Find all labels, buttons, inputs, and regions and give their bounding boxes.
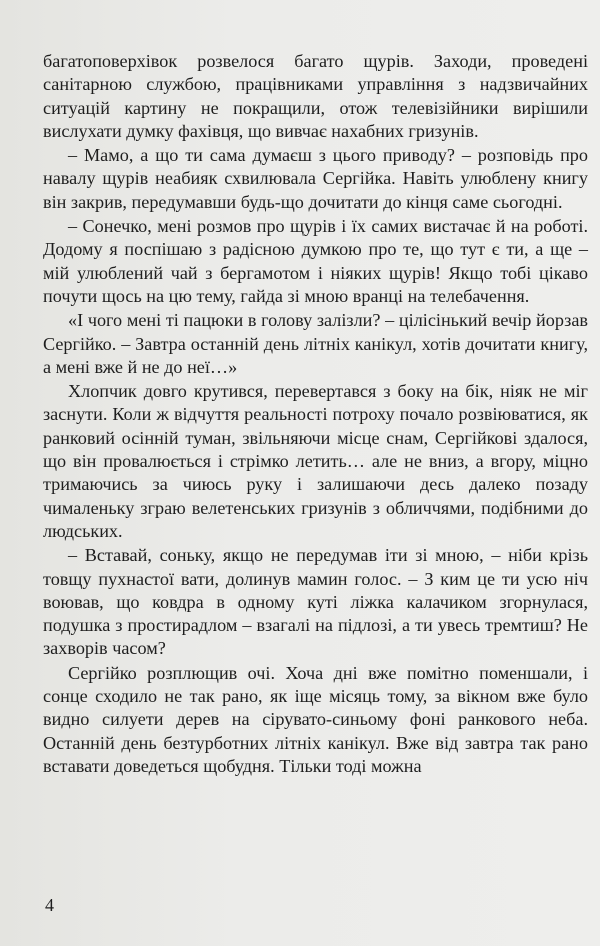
page-number: 4 <box>45 895 54 915</box>
paragraph: Хлопчик довго крутився, перевертався з боку на бік, ніяк не міг заснути. Коли ж відчуття реальності потроху почало розвіюватися, як ранковий осінній туман, звільняючи місце снам, Сергійкові здалося, що він провалюється і стрімко летить… але не вниз, а вгору, міцно тримаючись за чиюсь руку і залишаючи десь далеко позаду чималеньку зграю велетенських гризунів з обличчями, подібними до людських. <box>43 381 588 541</box>
paragraph: Сергійко розплющив очі. Хоча дні вже помітно поменшали, і сонце сходило не так рано, як іще місяць тому, за вікном вже було видно силуети дерев на сірувато-синьому фоні ранкового неба. Останній день безтурботних літніх канікул. Вже від завтра так рано вставати доведеться щобудня. Тільки тоді можна <box>43 662 588 776</box>
paragraph: – Вставай, соньку, якщо не передумав іти зі мною, – ніби крізь товщу пухнастої вати, долинув мамин голос. – З ким це ти усю ніч воював, що ковдра в одному куті ліжка калачиком згорнулася, подушка з простирадлом – взагалі на підлозі, а ти увесь тремтиш? Не захворів часом? <box>43 545 588 659</box>
paragraph: багатоповерхівок розвелося багато щурів. Заходи, проведені санітарною службою, працівниками управління з надзвичайних ситуацій картину не покращили, отож телевізійники вирішили вислухати думку фахівця, що вивчає нахабних гризунів. <box>43 51 588 141</box>
paragraph: «І чого мені ті пацюки в голову залізли? – цілісінький вечір йорзав Сергійко. – Завтра останній день літніх канікул, хотів дочитати книгу, а мені вже й не до неї…» <box>43 310 588 377</box>
body-text <box>43 50 588 779</box>
paragraph: – Мамо, а що ти сама думаєш з цього приводу? – розповідь про навалу щурів неабияк схвилювала Сергійка. Навіть улюблену книгу він закрив, передумавши будь-що дочитати до кінця саме сьогодні. <box>43 145 588 212</box>
paragraph: – Сонечко, мені розмов про щурів і їх самих вистачає й на роботі. Додому я поспішаю з радісною думкою про те, що тут є ти, а ще – мій улюблений чай з бергамотом і ніяких щурів! Якщо тобі цікаво почути щось на цю тему, гайда зі мною вранці на телебачення. <box>43 216 588 306</box>
